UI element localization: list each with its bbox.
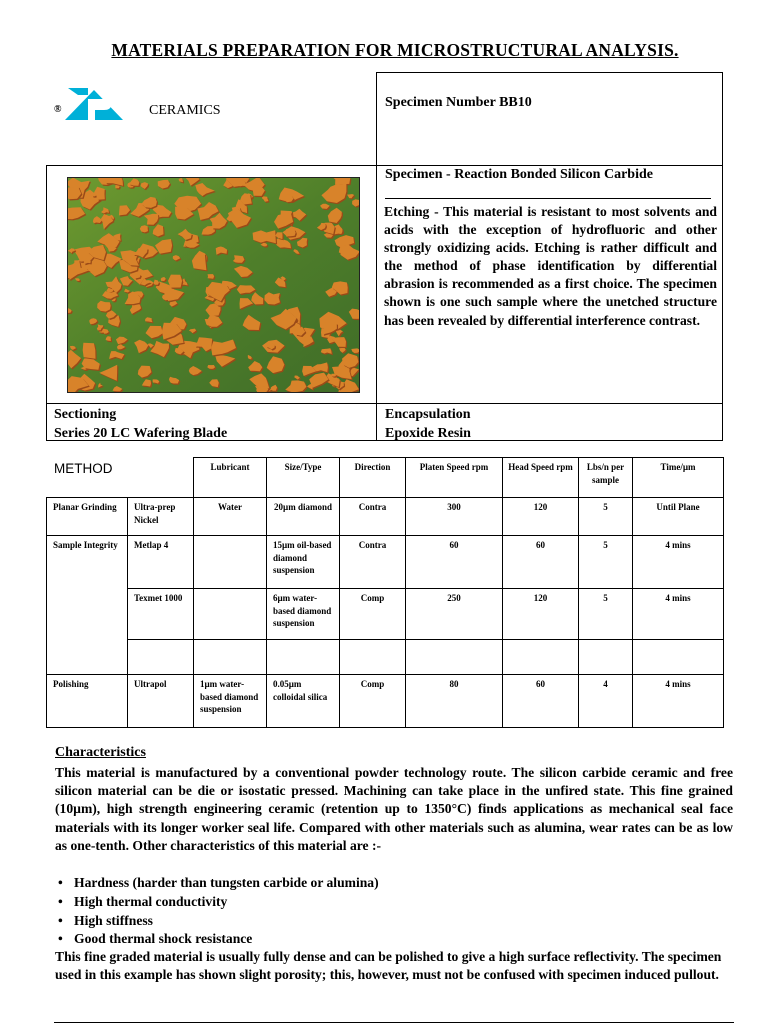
table-row	[47, 498, 724, 536]
direction-cell: Contra	[340, 536, 406, 589]
header-size: Size/Type	[267, 458, 340, 498]
direction-cell: Contra	[340, 498, 406, 536]
direction-cell	[340, 640, 406, 675]
lubricant-cell	[194, 536, 267, 589]
time-cell: 4 mins	[633, 589, 724, 640]
lbs-cell: 5	[579, 536, 633, 589]
lbs-cell: 4	[579, 675, 633, 728]
sectioning	[54, 405, 227, 443]
method-label: METHOD	[54, 461, 113, 476]
divider	[385, 198, 711, 199]
specimen-name: Specimen - Reaction Bonded Silicon Carbide	[385, 167, 653, 182]
head-cell	[503, 640, 579, 675]
encapsulation-label: Encapsulation	[385, 407, 471, 422]
table-row	[47, 589, 724, 640]
direction-cell: Comp	[340, 675, 406, 728]
header-head-speed: Head Speed rpm	[503, 458, 579, 498]
characteristics-intro: This material is manufactured by a conventional powder technology route. The silicon carbide ceramic and free silicon material can be die or isostatic pressed. Machining can take place in the unfired state. This fine grained (10µm), high strength engineering ceramic (retention up to 1350°C) finds applications as mechanical seal face materials with its longer worker seal life. Compared with other materials such as alumina, wear rates can be as low as one-tenth. Other characteristics of this material are :-	[55, 765, 733, 853]
stage-cell: Sample Integrity	[47, 536, 128, 675]
list-item	[55, 874, 379, 893]
table-row	[47, 675, 724, 728]
company-logo	[54, 86, 134, 124]
size-cell: 20µm diamond	[267, 498, 340, 536]
stage-cell: Polishing	[47, 675, 128, 728]
lubricant-cell: 1µm water-based diamond suspension	[194, 675, 267, 728]
surface-cell: Texmet 1000	[128, 589, 194, 640]
micrograph-image	[67, 177, 360, 393]
time-cell: 4 mins	[633, 536, 724, 589]
footer-rule	[54, 1022, 734, 1023]
header-time: Time/µm	[633, 458, 724, 498]
category-label: CERAMICS	[149, 103, 221, 118]
time-cell	[633, 640, 724, 675]
header-direction: Direction	[340, 458, 406, 498]
bullet-icon: •	[58, 893, 63, 909]
lubricant-cell	[194, 589, 267, 640]
platen-cell: 250	[406, 589, 503, 640]
head-cell: 120	[503, 589, 579, 640]
size-cell	[267, 640, 340, 675]
sectioning-value: Series 20 LC Wafering Blade	[54, 426, 228, 441]
list-item	[55, 912, 379, 931]
head-cell: 60	[503, 536, 579, 589]
characteristics-heading: Characteristics	[55, 745, 146, 760]
surface-cell: Ultrapol	[128, 675, 194, 728]
table-row	[47, 640, 724, 675]
list-item-text: High thermal conductivity	[74, 893, 228, 909]
lubricant-cell	[194, 640, 267, 675]
platen-cell	[406, 640, 503, 675]
characteristics-list	[55, 874, 379, 949]
list-item-text: Good thermal shock resistance	[74, 931, 253, 947]
head-cell: 120	[503, 498, 579, 536]
size-cell: 15µm oil-based diamond suspension	[267, 536, 340, 589]
sectioning-label: Sectioning	[54, 407, 117, 422]
platen-cell: 80	[406, 675, 503, 728]
stage-cell: Planar Grinding	[47, 498, 128, 536]
header-platen-speed: Platen Speed rpm	[406, 458, 503, 498]
size-cell: 0.05µm colloidal silica	[267, 675, 340, 728]
bullet-icon: •	[58, 931, 63, 947]
table-row	[47, 536, 724, 589]
specimen-number-box	[376, 72, 723, 166]
time-cell: Until Plane	[633, 498, 724, 536]
bullet-icon: •	[58, 912, 63, 928]
surface-cell: Metlap 4	[128, 536, 194, 589]
surface-cell	[128, 640, 194, 675]
surface-cell: Ultra-prep Nickel	[128, 498, 194, 536]
encapsulation	[385, 405, 471, 443]
method-table	[46, 457, 724, 728]
lbs-cell	[579, 640, 633, 675]
specimen-number: Specimen Number BB10	[385, 95, 532, 110]
page-title: MATERIALS PREPARATION FOR MICROSTRUCTURAL ANALYSIS.	[111, 40, 679, 60]
lbs-cell: 5	[579, 589, 633, 640]
size-cell: 6µm water-based diamond suspension	[267, 589, 340, 640]
list-item	[55, 930, 379, 949]
list-item-text: High stiffness	[74, 912, 153, 928]
bullet-icon: •	[58, 875, 63, 890]
list-item	[55, 893, 379, 912]
direction-cell: Comp	[340, 589, 406, 640]
characteristics-closing: This fine graded material is usually fully dense and can be polished to give a high surface reflectivity. The specimen used in this example has shown slight porosity; this, however, must not be confused with specimen induced pullout.	[55, 949, 722, 983]
platen-cell: 60	[406, 536, 503, 589]
head-cell: 60	[503, 675, 579, 728]
etching-description: Etching - This material is resistant to most solvents and acids with the exception of hydrofluoric and other strongly oxidizing acids. Etching is rather difficult and the method of phase identification by differential abrasion is recommended as a first choice. The specimen shown is one such sample where the unetched structure has been revealed by differential interference contrast.	[384, 204, 717, 328]
lbs-cell: 5	[579, 498, 633, 536]
list-item-text: Hardness (harder than tungsten carbide or alumina)	[74, 875, 379, 890]
header-lbs: Lbs/n per sample	[579, 458, 633, 498]
table-header-row	[47, 458, 724, 498]
header-lubricant: Lubricant	[194, 458, 267, 498]
registered-mark: ®	[54, 104, 62, 115]
platen-cell: 300	[406, 498, 503, 536]
lubricant-cell: Water	[194, 498, 267, 536]
encapsulation-value: Epoxide Resin	[385, 426, 471, 441]
time-cell: 4 mins	[633, 675, 724, 728]
